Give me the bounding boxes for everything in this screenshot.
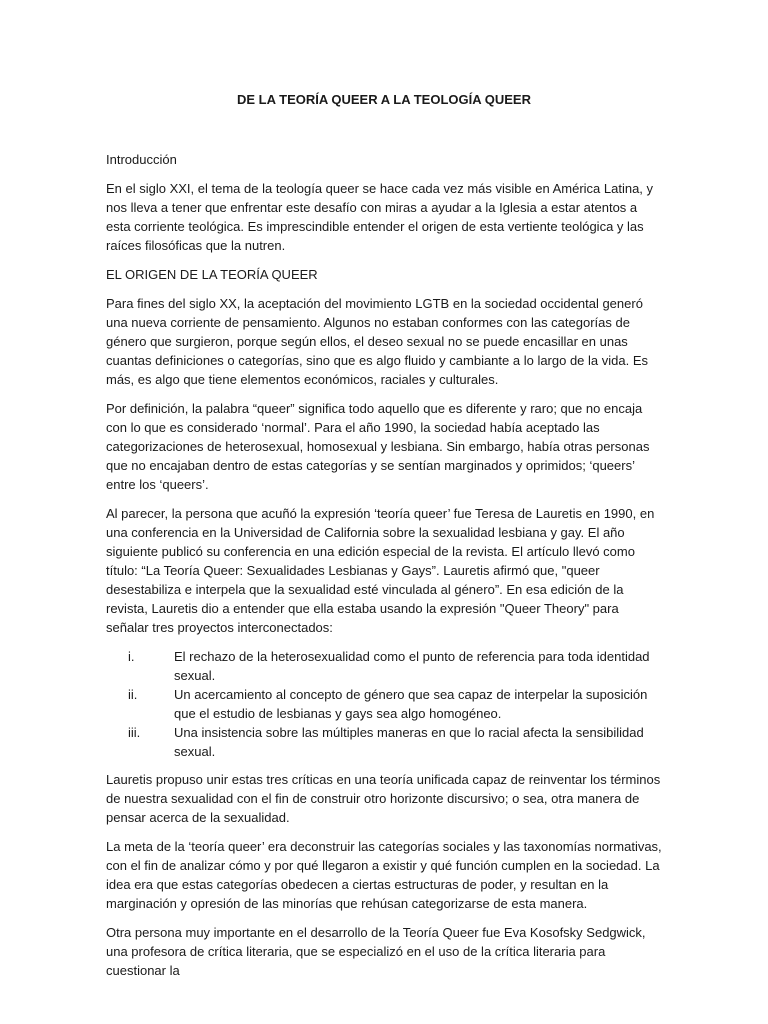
body-paragraph: Otra persona muy importante en el desarrollo de la Teoría Queer fue Eva Kosofsky Sedgwick, una profesora de crítica literaria, que se especializó en el uso de la crítica literaria para cuestionar la — [106, 925, 646, 978]
body-paragraph: La meta de la ‘teoría queer’ era deconstruir las categorías sociales y las taxonomías normativas, con el fin de analizar cómo y por qué llegaron a existir y qué función cumplen en la sociedad. La idea era que estas categorías obedecen a ciertas estructuras de poder, y resultan en la marginación y opresión de las minorías que rehúsan categorizarse de esta manera. — [106, 839, 662, 911]
list-item-number: ii. — [128, 687, 138, 702]
intro-heading: Introducción — [106, 152, 177, 167]
list-item — [106, 723, 662, 761]
body-paragraph: Al parecer, la persona que acuñó la expresión ‘teoría queer’ fue Teresa de Lauretis en 1990, en una conferencia en la Universidad de California sobre la sexualidad lesbiana y gay. El año siguiente publicó su conferencia en una edición especial de la revista. El artículo llevó como título: “La Teoría Queer: Sexualidades Lesbianas y Gays”. Lauretis afirmó que, "queer desestabiliza e interpela que la sexualidad esté vinculada al género”. En esa edición de la revista, Lauretis dio a entender que ella estaba usando la expresión "Queer Theory" para señalar tres proyectos interconectados: — [106, 506, 655, 635]
list-item — [106, 647, 662, 685]
section-heading: EL ORIGEN DE LA TEORÍA QUEER — [106, 267, 318, 282]
list-item-text: Una insistencia sobre las múltiples maneras en que lo racial afecta la sensibilidad sexual. — [174, 725, 644, 759]
body-paragraph: Por definición, la palabra “queer” significa todo aquello que es diferente y raro; que no encaja con lo que es considerado ‘normal’. Para el año 1990, la sociedad había aceptado las categorizaciones de heterosexual, homosexual y lesbiana. Sin embargo, había otras personas que no encajaban dentro de estas categorías y se sentían marginados y oprimidos; ‘queers’ entre los ‘queers’. — [106, 401, 650, 492]
body-paragraph: Para fines del siglo XX, la aceptación del movimiento LGTB en la sociedad occidental generó una nueva corriente de pensamiento. Algunos no estaban conformes con las categorías de género que surgieron, porque según ellos, el deseo sexual no se puede encasillar en unas cuantas definiciones o categorías, sino que es algo fluido y cambiante a lo largo de la vida. Es más, es algo que tiene elementos económicos, raciales y culturales. — [106, 296, 649, 387]
document-page — [106, 90, 662, 990]
numbered-list — [106, 647, 662, 761]
list-item-text: Un acercamiento al concepto de género que sea capaz de interpelar la suposición que el estudio de lesbianas y gays sea algo homogéneo. — [174, 687, 648, 721]
body-paragraph: Lauretis propuso unir estas tres críticas en una teoría unificada capaz de reinventar los términos de nuestra sexualidad con el fin de construir otro horizonte discursivo; o sea, otra manera de pensar acerca de la sexualidad. — [106, 772, 661, 825]
list-item-text: El rechazo de la heterosexualidad como el punto de referencia para toda identidad sexual. — [174, 649, 650, 683]
list-item-number: iii. — [128, 725, 141, 740]
list-item-number: i. — [128, 649, 135, 664]
list-item — [106, 685, 662, 723]
intro-paragraph: En el siglo XXI, el tema de la teología queer se hace cada vez más visible en América Latina, y nos lleva a tener que enfrentar este desafío con miras a ayudar a la Iglesia a estar atentos a esta corriente teológica. Es imprescindible entender el origen de esta vertiente teológica y las raíces filosóficas que la nutren. — [106, 181, 654, 253]
document-title: DE LA TEORÍA QUEER A LA TEOLOGÍA QUEER — [237, 92, 531, 107]
